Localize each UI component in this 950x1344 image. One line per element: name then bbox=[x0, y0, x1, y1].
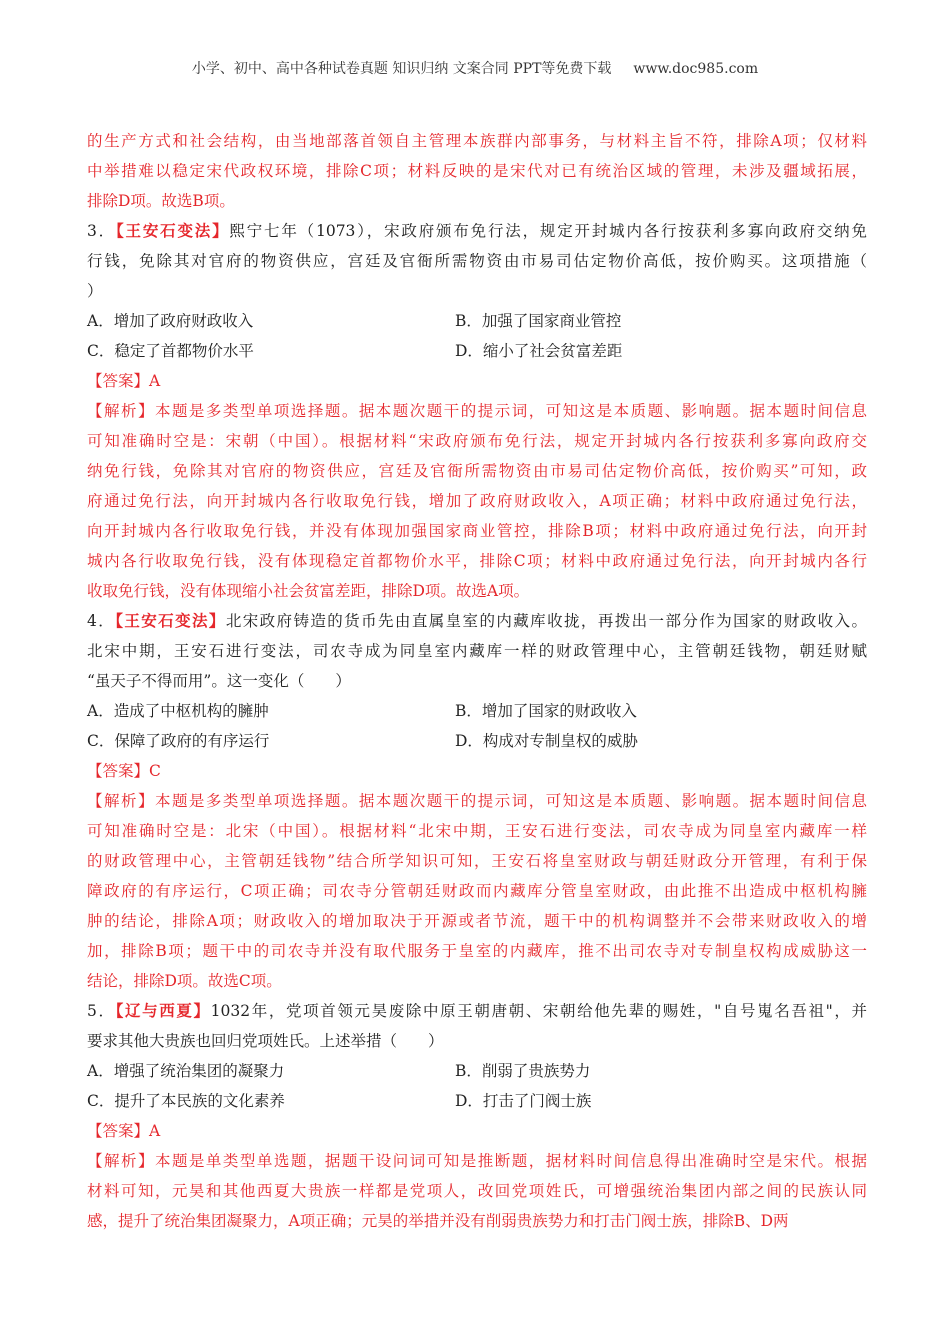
question-topic-tag: 【王安石变法】 bbox=[115, 612, 226, 630]
question-text: 熙宁七年（1073），宋政府颁布免行法，规定开封城内各行按获利多寡向政府交纳免 bbox=[229, 222, 867, 240]
option-row bbox=[87, 1056, 867, 1086]
explanation-line: 肿的结论，排除A项；财政收入的增加取决于开源或者节流，题干中的机构调整并不会带来财政收入的增 bbox=[87, 912, 867, 930]
question-text: 行钱，免除其对官府的物资供应，宫廷及官衙所需物资由市易司估定物价高低，按价购买。这项措施（ bbox=[87, 252, 867, 270]
question-number: 3． bbox=[87, 222, 116, 240]
question-line bbox=[87, 216, 867, 246]
page-header bbox=[0, 58, 950, 78]
header-url[interactable]: www.doc985.com bbox=[633, 61, 759, 77]
question-text: 要求其他大贵族也回归党项姓氏。上述举措（ ） bbox=[87, 1032, 444, 1050]
question-topic-tag: 【王安石变法】 bbox=[115, 222, 230, 240]
question-text: 北宋中期，王安石进行变法，司农寺成为同皇室内藏库一样的财政管理中心，主管朝廷钱物，朝廷财赋 bbox=[87, 642, 867, 660]
explanation-line: 的生产方式和社会结构，由当地部落首领自主管理本族群内部事务，与材料主旨不符，排除A项；仅材料 bbox=[87, 132, 867, 150]
explanation-line: 的财政管理中心，主管朝廷钱物”结合所学知识可知，王安石将皇室财政与朝廷财政分开管理，有利于保 bbox=[87, 852, 867, 870]
answer-option[interactable]: D．缩小了社会贫富差距 bbox=[455, 342, 623, 360]
explanation-line: 加，排除B项；题干中的司农寺并没有取代服务于皇室的内藏库，推不出司农寺对专制皇权构成威胁这一 bbox=[87, 942, 867, 960]
answer-option[interactable]: B．加强了国家商业管控 bbox=[455, 312, 622, 330]
option-row bbox=[87, 726, 867, 756]
question-number: 4． bbox=[87, 612, 116, 630]
question-number: 5． bbox=[87, 1002, 116, 1020]
question-line bbox=[87, 606, 867, 636]
explanation-line: 排除D项。故选B项。 bbox=[87, 192, 235, 210]
explanation-line: 【解析】本题是多类型单项选择题。据本题次题干的提示词，可知这是本质题、影响题。据本题时间信息 bbox=[87, 402, 867, 420]
explanation-line: 府通过免行法，向开封城内各行收取免行钱，增加了政府财政收入，A项正确；材料中政府通过免行法， bbox=[87, 492, 867, 510]
explanation-line: 障政府的有序运行，C项正确；司农寺分管朝廷财政而内藏库分管皇室财政，由此推不出造成中枢机构臃 bbox=[87, 882, 867, 900]
question-line bbox=[87, 636, 867, 666]
explanation-line: 向开封城内各行收取免行钱，并没有体现加强国家商业管控，排除B项；材料中政府通过免行法，向开封 bbox=[87, 522, 867, 540]
question-text: 北宋政府铸造的货币先由直属皇室的内藏库收拢，再拨出一部分作为国家的财政收入。 bbox=[225, 612, 867, 630]
answer-option[interactable]: D．构成对专制皇权的威胁 bbox=[455, 732, 638, 750]
option-row bbox=[87, 696, 867, 726]
question-line bbox=[87, 276, 867, 306]
explanation-line: 【解析】本题是多类型单项选择题。据本题次题干的提示词，可知这是本质题、影响题。据本题时间信息 bbox=[87, 792, 867, 810]
explanation-line: 收取免行钱，没有体现缩小社会贫富差距，排除D项。故选A项。 bbox=[87, 582, 530, 600]
explanation-line: 可知准确时空是：北宋（中国）。根据材料“北宋中期，王安石进行变法，司农寺成为同皇室内藏库一样 bbox=[87, 822, 867, 840]
answer-option[interactable]: B．削弱了贵族势力 bbox=[455, 1062, 591, 1080]
question-line bbox=[87, 996, 867, 1026]
explanation-line: 城内各行收取免行钱，没有体现稳定首都物价水平，排除C项；材料中政府通过免行法，向开封城内各行 bbox=[87, 552, 867, 570]
document-body bbox=[87, 126, 867, 1236]
explanation-line: 【答案】A bbox=[87, 372, 161, 390]
answer-option[interactable]: A．增强了统治集团的凝聚力 bbox=[87, 1062, 285, 1080]
answer-option[interactable]: C．提升了本民族的文化素养 bbox=[87, 1092, 285, 1110]
explanation-line: 结论，排除D项。故选C项。 bbox=[87, 972, 282, 990]
question-text: “虽天子不得而用”。这一变化（ ） bbox=[87, 672, 351, 690]
explanation-line: 中举措难以稳定宋代政权环境，排除C项；材料反映的是宋代对已有统治区域的管理，未涉及疆域拓展， bbox=[87, 162, 867, 180]
answer-option[interactable]: D．打击了门阀士族 bbox=[455, 1092, 592, 1110]
explanation-line: 纳免行钱，免除其对官府的物资供应，宫廷及官衙所需物资由市易司估定物价高低，按价购买”可知，政 bbox=[87, 462, 867, 480]
question-topic-tag: 【辽与西夏】 bbox=[115, 1002, 211, 1020]
explanation-line: 【答案】A bbox=[87, 1122, 161, 1140]
option-row bbox=[87, 306, 867, 336]
option-row bbox=[87, 336, 867, 366]
answer-option[interactable]: C．保障了政府的有序运行 bbox=[87, 732, 270, 750]
header-text: 小学、初中、高中各种试卷真题 知识归纳 文案合同 PPT等免费下载 bbox=[191, 61, 612, 77]
answer-option[interactable]: C．稳定了首都物价水平 bbox=[87, 342, 254, 360]
option-row bbox=[87, 1086, 867, 1116]
answer-option[interactable]: A．造成了中枢机构的臃肿 bbox=[87, 702, 269, 720]
explanation-line: 【答案】C bbox=[87, 762, 161, 780]
explanation-line: 感，提升了统治集团凝聚力，A项正确；元昊的举措并没有削弱贵族势力和打击门阀士族，排除B、D两 bbox=[87, 1212, 789, 1230]
question-text: 1032年，党项首领元昊废除中原王朝唐朝、宋朝给他先辈的赐姓，"自号嵬名吾祖"，并 bbox=[210, 1002, 867, 1020]
explanation-line: 【解析】本题是单类型单选题，据题干设问词可知是推断题，据材料时间信息得出准确时空是宋代。根据 bbox=[87, 1152, 867, 1170]
question-line bbox=[87, 666, 867, 696]
question-line bbox=[87, 1026, 867, 1056]
answer-option[interactable]: A．增加了政府财政收入 bbox=[87, 312, 254, 330]
explanation-line: 材料可知，元昊和其他西夏大贵族一样都是党项人，改回党项姓氏，可增强统治集团内部之间的民族认同 bbox=[87, 1182, 867, 1200]
explanation-line: 可知准确时空是：宋朝（中国）。根据材料“宋政府颁布免行法，规定开封城内各行按获利多寡向政府交 bbox=[87, 432, 867, 450]
question-text: ） bbox=[87, 282, 103, 300]
answer-option[interactable]: B．增加了国家的财政收入 bbox=[455, 702, 637, 720]
question-line bbox=[87, 246, 867, 276]
